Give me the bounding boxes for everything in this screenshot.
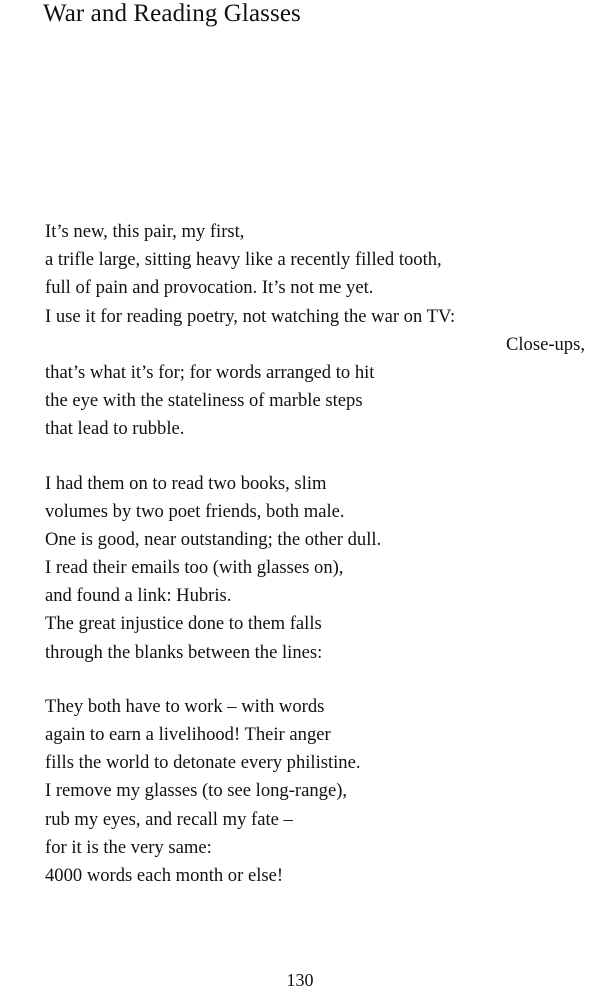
poem-line: a trifle large, sitting heavy like a recently filled tooth,	[45, 249, 442, 271]
poem-line: that’s what it’s for; for words arranged to hit	[45, 361, 375, 383]
poem-line: through the blanks between the lines:	[45, 641, 323, 663]
poem-line: rub my eyes, and recall my fate –	[45, 808, 293, 830]
stanza-2	[45, 470, 585, 667]
poem-line: One is good, near outstanding; the other dull.	[45, 528, 382, 550]
poem-title: War and Reading Glasses	[43, 0, 301, 27]
poem-line: that lead to rubble.	[45, 418, 185, 440]
stanza-break	[45, 444, 585, 470]
poem-line: volumes by two poet friends, both male.	[45, 500, 345, 522]
poem-line-indented: Close-ups,	[505, 333, 585, 355]
poem-line: fills the world to detonate every philistine.	[45, 752, 361, 774]
poem-line: again to earn a livelihood! Their anger	[45, 724, 331, 745]
poem-line: It’s new, this pair, my first,	[45, 221, 245, 242]
poem-line: I read their emails too (with glasses on),	[45, 557, 344, 579]
poem-line: They both have to work – with words	[45, 695, 325, 717]
poem-line: full of pain and provocation. It’s not me yet.	[45, 277, 374, 299]
poem-line: 4000 words each month or else!	[45, 864, 284, 886]
page-number: 130	[286, 970, 314, 990]
stanza-3	[45, 693, 585, 890]
poem-line: I remove my glasses (to see long-range),	[45, 780, 348, 802]
stanza-1	[45, 218, 585, 444]
poem-line: I had them on to read two books, slim	[45, 472, 327, 494]
poem-line: for it is the very same:	[45, 836, 212, 858]
poem-line: and found a link: Hubris.	[45, 585, 232, 607]
poem-body	[45, 218, 585, 890]
poem-line: I use it for reading poetry, not watching the war on TV:	[45, 305, 456, 327]
poem-line: the eye with the stateliness of marble steps	[45, 390, 363, 412]
stanza-break	[45, 667, 585, 693]
poem-line: The great injustice done to them falls	[45, 613, 322, 635]
